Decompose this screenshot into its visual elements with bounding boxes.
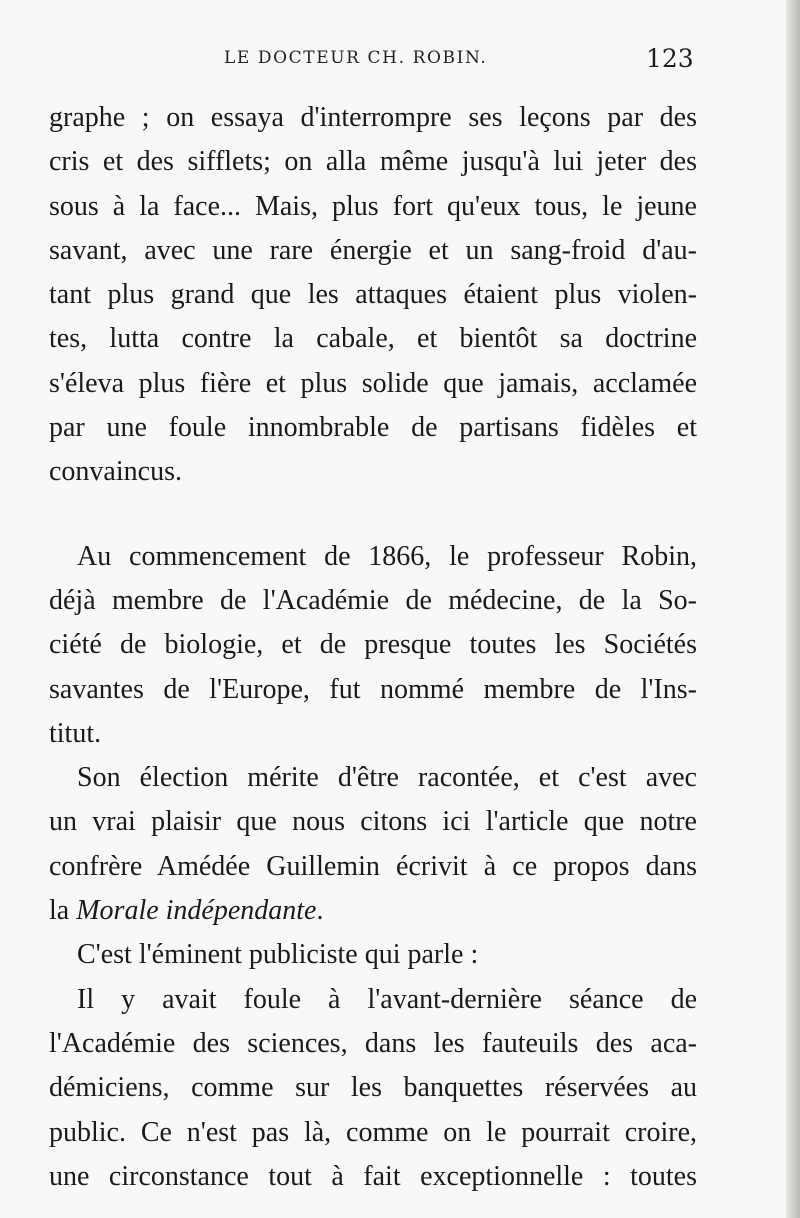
text-line: tant plus grand que les attaques étaient plus violen- <box>49 279 697 311</box>
page-header <box>0 46 800 76</box>
page-edge-shadow <box>786 0 800 1218</box>
text-line: Son élection mérite d'être racontée, et c'est avec <box>77 762 697 794</box>
text-line: public. Ce n'est pas là, comme on le pourrait croire, <box>49 1116 697 1148</box>
text-line: C'est l'éminent publiciste qui parle : <box>77 939 479 971</box>
text-line: titut. <box>49 717 102 749</box>
paragraph-gap <box>49 495 697 535</box>
text-line: savant, avec une rare énergie et un sang-froid d'au- <box>49 234 697 266</box>
text-fragment: . <box>316 895 324 927</box>
italic-title: Morale indépendante <box>76 895 317 927</box>
text-line: Il y avait foule à l'avant-dernière séance de <box>77 983 697 1015</box>
body-text <box>49 96 697 1199</box>
text-line: par une foule innombrable de partisans fidèles et <box>49 412 697 444</box>
text-line: convaincus. <box>49 456 182 488</box>
text-line: déjà membre de l'Académie de médecine, de la So- <box>49 584 697 616</box>
text-line: sous à la face... Mais, plus fort qu'eux tous, le jeune <box>49 190 697 222</box>
text-line: confrère Amédée Guillemin écrivit à ce propos dans <box>49 850 697 882</box>
text-line: un vrai plaisir que nous citons ici l'article que notre <box>49 806 697 838</box>
text-line: savantes de l'Europe, fut nommé membre de l'Ins- <box>49 673 697 705</box>
text-line: cris et des sifflets; on alla même jusqu'à lui jeter des <box>49 146 697 178</box>
text-fragment: la <box>49 895 77 927</box>
text-line: l'Académie des sciences, dans les fauteuils des aca- <box>49 1027 697 1059</box>
text-line: tes, lutta contre la cabale, et bientôt sa doctrine <box>49 323 697 355</box>
text-line: ciété de biologie, et de presque toutes les Sociétés <box>49 629 697 661</box>
running-title: LE DOCTEUR CH. ROBIN. <box>224 48 488 68</box>
text-line <box>49 889 697 933</box>
text-line: s'éleva plus fière et plus solide que jamais, acclamée <box>49 367 697 399</box>
text-line: une circonstance tout à fait exceptionnelle : toutes <box>49 1160 697 1192</box>
text-line: graphe ; on essaya d'interrompre ses leçons par des <box>49 102 697 133</box>
text-line: démiciens, comme sur les banquettes réservées au <box>49 1072 697 1104</box>
text-line: Au commencement de 1866, le professeur Robin, <box>77 540 697 572</box>
page-number: 123 <box>646 44 694 73</box>
